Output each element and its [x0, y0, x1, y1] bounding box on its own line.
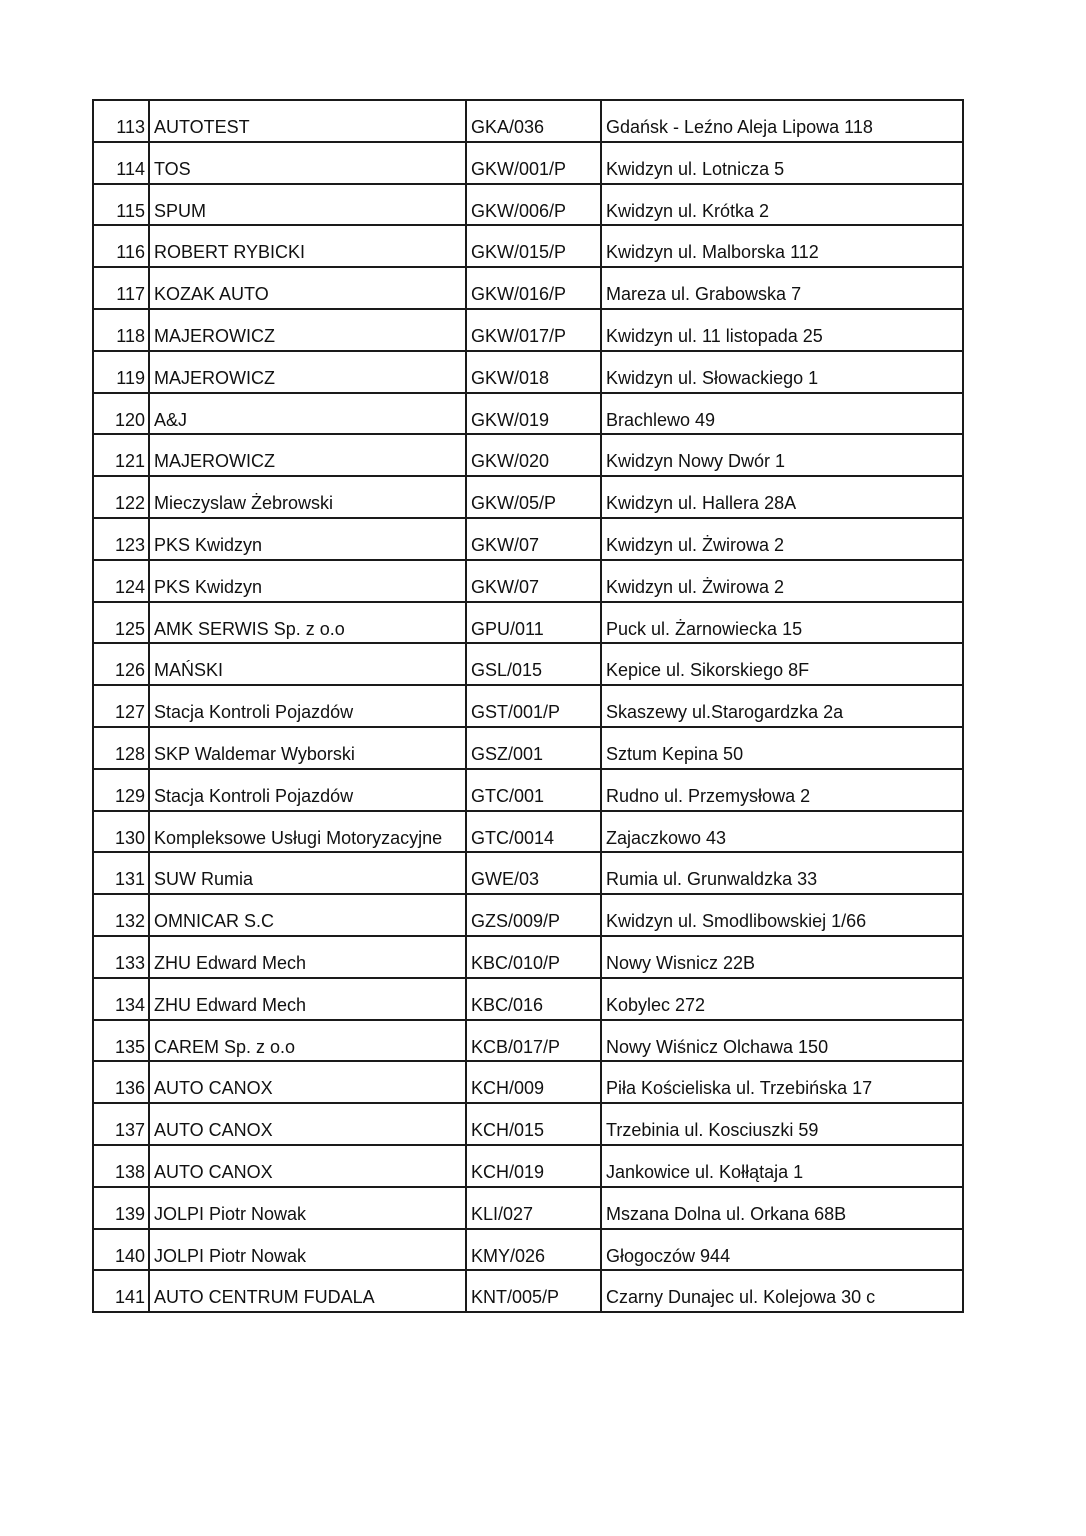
station-address: Kobylec 272 — [601, 978, 963, 1020]
station-code: KCB/017/P — [466, 1020, 601, 1062]
station-code: KCH/019 — [466, 1145, 601, 1187]
station-code: GKW/006/P — [466, 184, 601, 226]
table-row — [93, 894, 963, 936]
station-address: Sztum Kepina 50 — [601, 727, 963, 769]
station-address: Nowy Wiśnicz Olchawa 150 — [601, 1020, 963, 1062]
station-code: KNT/005/P — [466, 1270, 601, 1312]
station-address: Kwidzyn ul. Lotnicza 5 — [601, 142, 963, 184]
station-code: KLI/027 — [466, 1187, 601, 1229]
station-name: MAJEROWICZ — [149, 351, 466, 393]
row-number: 114 — [93, 142, 149, 184]
row-number: 136 — [93, 1061, 149, 1103]
row-number: 139 — [93, 1187, 149, 1229]
station-code: GKW/020 — [466, 434, 601, 476]
table-row — [93, 1061, 963, 1103]
station-name: MAJEROWICZ — [149, 434, 466, 476]
stations-table — [92, 99, 964, 1313]
station-code: GKW/07 — [466, 518, 601, 560]
station-address: Kwidzyn Nowy Dwór 1 — [601, 434, 963, 476]
station-name: AUTO CANOX — [149, 1103, 466, 1145]
station-code: GST/001/P — [466, 685, 601, 727]
station-code: KMY/026 — [466, 1229, 601, 1271]
station-address: Puck ul. Żarnowiecka 15 — [601, 602, 963, 644]
row-number: 121 — [93, 434, 149, 476]
table-row — [93, 100, 963, 142]
station-code: GKW/017/P — [466, 309, 601, 351]
station-address: Jankowice ul. Kołłątaja 1 — [601, 1145, 963, 1187]
row-number: 132 — [93, 894, 149, 936]
station-code: KBC/010/P — [466, 936, 601, 978]
row-number: 115 — [93, 184, 149, 226]
table-row — [93, 852, 963, 894]
station-name: AUTO CANOX — [149, 1145, 466, 1187]
row-number: 135 — [93, 1020, 149, 1062]
station-code: GPU/011 — [466, 602, 601, 644]
table-row — [93, 811, 963, 853]
station-address: Czarny Dunajec ul. Kolejowa 30 c — [601, 1270, 963, 1312]
row-number: 113 — [93, 100, 149, 142]
station-name: Kompleksowe Usługi Motoryzacyjne — [149, 811, 466, 853]
table-row — [93, 643, 963, 685]
station-code: GKW/015/P — [466, 225, 601, 267]
table-row — [93, 225, 963, 267]
station-name: JOLPI Piotr Nowak — [149, 1187, 466, 1229]
station-address: Kwidzyn ul. 11 listopada 25 — [601, 309, 963, 351]
station-name: Mieczyslaw Żebrowski — [149, 476, 466, 518]
table-row — [93, 1270, 963, 1312]
table-row — [93, 1020, 963, 1062]
table-row — [93, 1103, 963, 1145]
station-address: Piła Kościeliska ul. Trzebińska 17 — [601, 1061, 963, 1103]
station-code: GKW/07 — [466, 560, 601, 602]
station-address: Kwidzyn ul. Słowackiego 1 — [601, 351, 963, 393]
row-number: 134 — [93, 978, 149, 1020]
station-name: AUTOTEST — [149, 100, 466, 142]
station-name: SPUM — [149, 184, 466, 226]
table-row — [93, 351, 963, 393]
station-name: OMNICAR S.C — [149, 894, 466, 936]
station-address: Mareza ul. Grabowska 7 — [601, 267, 963, 309]
table-row — [93, 769, 963, 811]
row-number: 120 — [93, 393, 149, 435]
station-address: Kwidzyn ul. Krótka 2 — [601, 184, 963, 226]
table-row — [93, 936, 963, 978]
row-number: 122 — [93, 476, 149, 518]
station-address: Trzebinia ul. Kosciuszki 59 — [601, 1103, 963, 1145]
station-code: GTC/0014 — [466, 811, 601, 853]
table-row — [93, 434, 963, 476]
table-row — [93, 476, 963, 518]
station-code: GKW/001/P — [466, 142, 601, 184]
station-name: AUTO CANOX — [149, 1061, 466, 1103]
station-name: TOS — [149, 142, 466, 184]
station-code: GWE/03 — [466, 852, 601, 894]
station-name: AUTO CENTRUM FUDALA — [149, 1270, 466, 1312]
station-address: Kwidzyn ul. Smodlibowskiej 1/66 — [601, 894, 963, 936]
station-code: GKW/016/P — [466, 267, 601, 309]
station-code: GKA/036 — [466, 100, 601, 142]
row-number: 128 — [93, 727, 149, 769]
stations-table-body — [93, 100, 963, 1312]
station-name: Stacja Kontroli Pojazdów — [149, 769, 466, 811]
station-name: Stacja Kontroli Pojazdów — [149, 685, 466, 727]
station-address: Zajaczkowo 43 — [601, 811, 963, 853]
station-address: Brachlewo 49 — [601, 393, 963, 435]
row-number: 124 — [93, 560, 149, 602]
station-name: MAŃSKI — [149, 643, 466, 685]
station-address: Gdańsk - Leźno Aleja Lipowa 118 — [601, 100, 963, 142]
station-name: AMK SERWIS Sp. z o.o — [149, 602, 466, 644]
station-code: GKW/05/P — [466, 476, 601, 518]
station-name: CAREM Sp. z o.o — [149, 1020, 466, 1062]
station-address: Kwidzyn ul. Żwirowa 2 — [601, 518, 963, 560]
station-address: Rudno ul. Przemysłowa 2 — [601, 769, 963, 811]
table-row — [93, 727, 963, 769]
row-number: 118 — [93, 309, 149, 351]
row-number: 138 — [93, 1145, 149, 1187]
station-name: MAJEROWICZ — [149, 309, 466, 351]
table-row — [93, 393, 963, 435]
station-code: GSZ/001 — [466, 727, 601, 769]
table-row — [93, 142, 963, 184]
table-row — [93, 518, 963, 560]
station-address: Kwidzyn ul. Hallera 28A — [601, 476, 963, 518]
table-row — [93, 978, 963, 1020]
station-name: PKS Kwidzyn — [149, 518, 466, 560]
station-address: Głogoczów 944 — [601, 1229, 963, 1271]
table-row — [93, 1187, 963, 1229]
station-address: Rumia ul. Grunwaldzka 33 — [601, 852, 963, 894]
station-code: KCH/015 — [466, 1103, 601, 1145]
station-code: KBC/016 — [466, 978, 601, 1020]
row-number: 130 — [93, 811, 149, 853]
station-name: SUW Rumia — [149, 852, 466, 894]
row-number: 127 — [93, 685, 149, 727]
row-number: 141 — [93, 1270, 149, 1312]
table-row — [93, 685, 963, 727]
table-row — [93, 602, 963, 644]
station-address: Kepice ul. Sikorskiego 8F — [601, 643, 963, 685]
row-number: 131 — [93, 852, 149, 894]
row-number: 117 — [93, 267, 149, 309]
station-name: A&J — [149, 393, 466, 435]
table-row — [93, 1229, 963, 1271]
row-number: 140 — [93, 1229, 149, 1271]
station-name: ZHU Edward Mech — [149, 978, 466, 1020]
station-name: JOLPI Piotr Nowak — [149, 1229, 466, 1271]
station-code: GKW/019 — [466, 393, 601, 435]
table-row — [93, 267, 963, 309]
table-row — [93, 1145, 963, 1187]
row-number: 116 — [93, 225, 149, 267]
table-row — [93, 309, 963, 351]
row-number: 133 — [93, 936, 149, 978]
row-number: 123 — [93, 518, 149, 560]
row-number: 126 — [93, 643, 149, 685]
table-row — [93, 184, 963, 226]
station-code: GKW/018 — [466, 351, 601, 393]
station-address: Skaszewy ul.Starogardzka 2a — [601, 685, 963, 727]
station-name: ROBERT RYBICKI — [149, 225, 466, 267]
station-code: KCH/009 — [466, 1061, 601, 1103]
row-number: 125 — [93, 602, 149, 644]
station-name: KOZAK AUTO — [149, 267, 466, 309]
station-code: GTC/001 — [466, 769, 601, 811]
station-address: Kwidzyn ul. Żwirowa 2 — [601, 560, 963, 602]
row-number: 119 — [93, 351, 149, 393]
station-name: SKP Waldemar Wyborski — [149, 727, 466, 769]
row-number: 137 — [93, 1103, 149, 1145]
row-number: 129 — [93, 769, 149, 811]
station-name: PKS Kwidzyn — [149, 560, 466, 602]
station-code: GSL/015 — [466, 643, 601, 685]
station-name: ZHU Edward Mech — [149, 936, 466, 978]
station-address: Nowy Wisnicz 22B — [601, 936, 963, 978]
station-address: Mszana Dolna ul. Orkana 68B — [601, 1187, 963, 1229]
table-row — [93, 560, 963, 602]
station-code: GZS/009/P — [466, 894, 601, 936]
station-address: Kwidzyn ul. Malborska 112 — [601, 225, 963, 267]
